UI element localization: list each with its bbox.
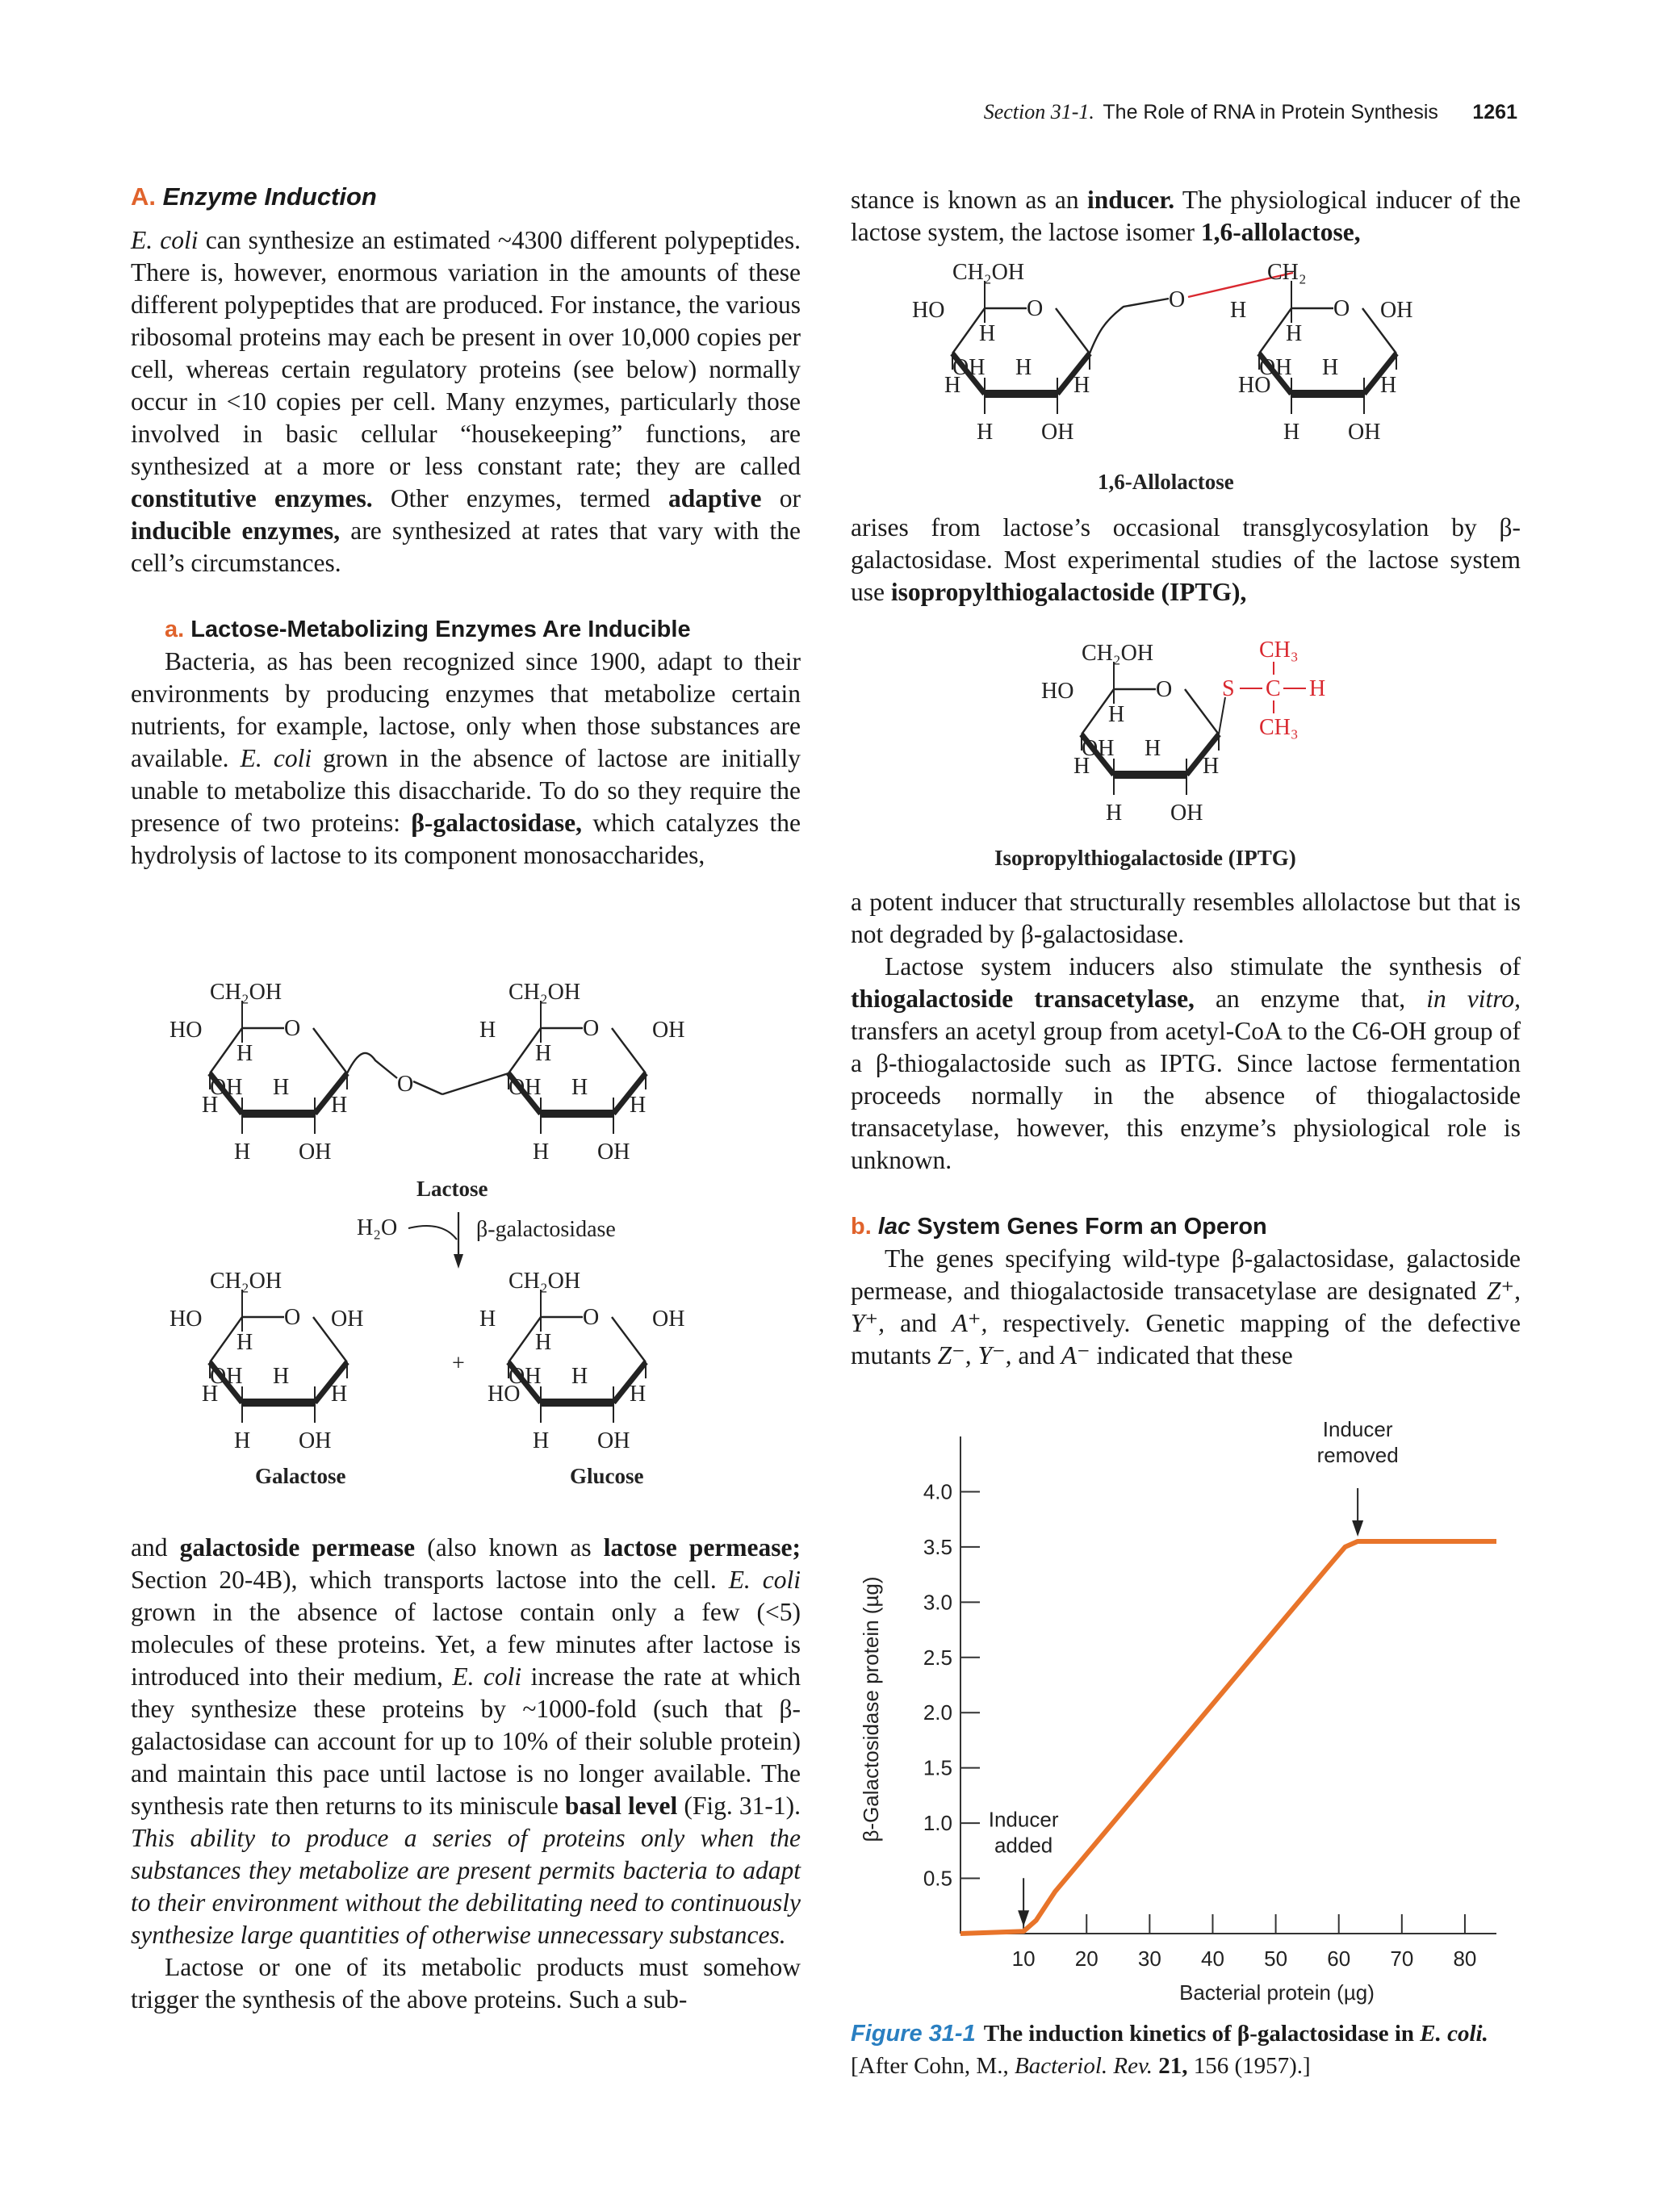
heading-a-letter: A. <box>131 182 156 211</box>
label-h: H <box>533 1428 550 1453</box>
text-span: (Fig. 31-1). <box>677 1792 801 1820</box>
annotation-line2: removed <box>1316 1443 1399 1468</box>
label-h: H <box>1286 321 1303 346</box>
paragraph-operon <box>851 1243 1521 1372</box>
term-allolactose: 1,6-allolactose, <box>1200 218 1361 246</box>
right-column-middle <box>851 886 1521 1372</box>
label-oh: OH <box>331 1307 364 1332</box>
label-ch2oh: CH₂OH <box>952 260 1025 285</box>
label-ch2oh: CH₂OH <box>508 980 581 1005</box>
iptg-name: Isopropylthiogalactoside (IPTG) <box>994 846 1296 870</box>
label-ch2oh: CH₂OH <box>1082 641 1154 666</box>
label-h: H <box>533 1139 550 1165</box>
annotation-arrow-head <box>1352 1520 1363 1537</box>
galactose-name: Galactose <box>255 1464 346 1488</box>
term-transacetylase: thiogalactoside transacetylase, <box>851 985 1195 1013</box>
label-h: H <box>1108 702 1125 727</box>
label-ho: HO <box>912 298 945 323</box>
label-h: H <box>1073 754 1090 779</box>
text-span: E. coli <box>452 1662 522 1691</box>
caption-citation: [After Cohn, M., <box>851 2053 1015 2079</box>
caption-bold: The induction kinetics of β-galactosidase in <box>983 2021 1421 2047</box>
lactose-name: Lactose <box>416 1177 488 1201</box>
term-lactose-permease: lactose permease; <box>603 1533 801 1562</box>
term-galactoside-permease: galactoside permease <box>179 1533 416 1562</box>
label-h: H <box>202 1382 219 1407</box>
label-ch2oh: CH₂OH <box>210 980 282 1005</box>
label-ho: HO <box>488 1382 521 1407</box>
label-h: H <box>273 1075 290 1100</box>
heading-a-title: Enzyme Induction <box>162 182 377 211</box>
label-h: H <box>479 1018 496 1043</box>
label-oh: OH <box>210 1075 243 1100</box>
text-span: Section 20-4B), which transports lactose into the cell. <box>131 1566 729 1594</box>
text-span: arises from lactose’s occasional transglycosylation by β-galactosidase. Most experimental studies of the lactose system use <box>851 513 1521 606</box>
left-column-lower <box>131 1532 801 2016</box>
label-oh: OH <box>597 1139 630 1165</box>
text-span: grown in the absence of lactose are initially unable to metabolize this disaccharide. To do so they require the presence of two proteins: <box>131 744 801 837</box>
label-h: H <box>571 1075 588 1100</box>
term-iptg: isopropylthiogalactoside (IPTG), <box>890 578 1247 606</box>
label-o: O <box>284 1016 301 1041</box>
iptg-carbon: C <box>1266 676 1281 701</box>
paragraph-trigger: Lactose or one of its metabolic products must somehow trigger the synthesis of the above proteins. Such a sub- <box>131 1953 801 2013</box>
label-o: O <box>1156 677 1173 702</box>
label-o: O <box>583 1016 600 1041</box>
allolactose-structure <box>912 257 1477 499</box>
text-span: This ability to produce a series of proteins only when the substances they metabolize are present permits bacteria to adapt to their environment without the debilitating need to continuously synthesize large quantities of otherwise unnecessary substances. <box>131 1824 801 1949</box>
figure-label: Figure 31-1 <box>851 2021 976 2047</box>
label-h: H <box>202 1093 219 1118</box>
label-ch2oh: CH₂OH <box>508 1269 581 1294</box>
text-span: and <box>885 1309 952 1337</box>
annotation-line1: Inducer <box>1322 1417 1393 1442</box>
right-column-iptg-intro <box>851 512 1521 608</box>
text-span: or <box>761 484 801 512</box>
induction-kinetics-chart <box>851 1417 1521 2005</box>
y-tick-label: 2.0 <box>923 1700 952 1725</box>
text-span: are synthesized at rates that vary with the cell’s circumstances. <box>131 516 801 577</box>
left-column-upper <box>131 181 801 872</box>
iptg-sulfur: S <box>1222 676 1235 701</box>
iptg-hydrogen: H <box>1309 676 1326 701</box>
label-oh: OH <box>597 1428 630 1453</box>
allolactose-gal-ring <box>912 260 1090 445</box>
text-span: and <box>131 1533 180 1562</box>
label-h: H <box>1203 754 1220 779</box>
caption-pages: 156 (1957).] <box>1187 2053 1311 2079</box>
iptg-methyl-bottom: CH₃ <box>1259 715 1299 740</box>
label-h: H <box>234 1139 251 1165</box>
text-span: Other enzymes, termed <box>372 484 668 512</box>
section-label: Section 31-1. <box>983 100 1094 123</box>
galactose-ring <box>169 1269 363 1453</box>
page-number: 1261 <box>1472 101 1517 123</box>
label-o: O <box>1027 296 1044 321</box>
label-oh: OH <box>1348 420 1381 445</box>
allolactose-glc-ring <box>1230 260 1412 445</box>
caption-volume: 21, <box>1152 2053 1188 2079</box>
label-oh: OH <box>210 1364 243 1389</box>
label-oh: OH <box>1041 420 1074 445</box>
text-span: can synthesize an estimated ~4300 different polypeptides. There is, however, enormous variation in the amounts of these different polypeptides that are produced. For instance, the various ribosomal proteins may each be present in over 10,000 copies per cell, whereas certain regulatory proteins (see below) normally occur in <10 copies per cell. Many enzymes, particularly those involved in basic cellular “housekeeping” functions, are synthesized at a more or less constant rate; they are called <box>131 226 801 480</box>
label-oh: OH <box>1259 355 1292 380</box>
paragraph-enzyme-induction <box>131 224 801 579</box>
label-h: H <box>479 1307 496 1332</box>
text-span: in vitro, <box>1426 985 1521 1013</box>
glucose-ring <box>479 1269 684 1453</box>
label-link-o: O <box>1169 287 1186 312</box>
text-span: A⁻ <box>1061 1341 1090 1369</box>
y-axis-label: β-Galactosidase protein (µg) <box>859 1576 883 1842</box>
term-beta-galactosidase: β-galactosidase, <box>411 809 583 837</box>
water-label: H₂O <box>357 1215 398 1240</box>
label-h: H <box>236 1041 253 1066</box>
text-span: which catalyzes the hydrolysis of lactose to its component monosaccharides, <box>131 809 801 869</box>
label-oh: OH <box>652 1018 685 1043</box>
right-column-top <box>851 184 1521 249</box>
label-oh: OH <box>1170 801 1203 826</box>
label-h: H <box>1230 298 1247 323</box>
label-h: H <box>331 1382 348 1407</box>
label-glycosidic-o: O <box>397 1072 414 1097</box>
text-span: grown in the absence of lactose contain only a few (<5) molecules of these proteins. Yet, a few minutes after lactose is introduced into their medium, <box>131 1598 801 1691</box>
label-h: H <box>535 1330 552 1355</box>
label-h: H <box>1322 355 1339 380</box>
text-span: The genes specifying wild-type β-galactosidase, galactoside permease, and thiogalactoside transacetylase are designated <box>851 1244 1521 1305</box>
heading-operon-lac: lac <box>877 1214 911 1240</box>
y-tick-label: 3.0 <box>923 1590 952 1615</box>
iptg-structure <box>994 621 1372 872</box>
paragraph-inducer <box>851 184 1521 249</box>
text-span: and <box>1011 1341 1061 1369</box>
x-axis-label: Bacterial protein (µg) <box>1179 1980 1375 2005</box>
paragraph-transacetylase <box>851 951 1521 1177</box>
text-span: Lactose system inducers also stimulate the synthesis of <box>885 952 1521 981</box>
text-span: Z⁺, Y⁺, <box>851 1277 1521 1337</box>
label-h: H <box>1015 355 1032 380</box>
allolactose-name: 1,6-Allolactose <box>1098 470 1234 494</box>
paragraph-potent-inducer: a potent inducer that structurally resembles allolactose but that is not degraded by β-galactosidase. <box>851 888 1521 948</box>
text-span: A⁺, <box>952 1309 988 1337</box>
text-span: indicated that these <box>1090 1341 1293 1369</box>
text-span: Z⁻, Y⁻, <box>937 1341 1012 1369</box>
term-inducer: inducer. <box>1086 186 1175 214</box>
iptg-methyl-top: CH₃ <box>1259 638 1299 663</box>
label-h: H <box>1380 373 1397 398</box>
x-tick-label: 40 <box>1201 1946 1224 1971</box>
paragraph-lactose-enzymes <box>131 646 801 872</box>
term-basal-level: basal level <box>564 1792 678 1820</box>
y-tick-label: 1.5 <box>923 1755 952 1780</box>
heading-operon-letter: b. <box>851 1214 872 1240</box>
y-tick-label: 3.5 <box>923 1534 952 1559</box>
text-span: The physiological inducer of the lactose system, the lactose isomer <box>851 186 1521 246</box>
label-h: H <box>630 1093 647 1118</box>
y-tick-label: 2.5 <box>923 1645 952 1670</box>
enzyme-label: β-galactosidase <box>476 1217 616 1242</box>
x-tick-label: 10 <box>1011 1946 1036 1971</box>
y-tick-label: 1.0 <box>923 1811 952 1836</box>
label-ch2oh: CH₂OH <box>210 1269 282 1294</box>
plus-sign: + <box>452 1351 465 1376</box>
label-h: H <box>535 1041 552 1066</box>
running-head <box>807 100 1517 124</box>
label-h: H <box>571 1364 588 1389</box>
glucose-name: Glucose <box>570 1464 644 1488</box>
heading-sub-letter: a. <box>165 617 185 642</box>
label-o: O <box>583 1305 600 1330</box>
section-title: The Role of RNA in Protein Synthesis <box>1103 101 1438 123</box>
iptg-ring <box>1041 641 1219 826</box>
text-span: increase the rate at which they synthesize these proteins by ~1000-fold (such that β-galactosidase can account for up to 10% of their soluble protein) and maintain this pace until lactose is no longer available. The synthesis rate then returns to its miniscule <box>131 1662 801 1820</box>
x-tick-label: 20 <box>1074 1946 1099 1971</box>
lactose-gal-ring <box>169 980 347 1165</box>
x-tick-label: 30 <box>1137 1946 1161 1971</box>
text-span: Bacteria, as has been recognized since 1900, adapt to their environments by producing enzymes that metabolize certain nutrients, for example, lactose, only when those substances are available. <box>131 647 801 772</box>
label-h: H <box>331 1093 348 1118</box>
figure-caption <box>851 2018 1521 2082</box>
label-h: H <box>236 1330 253 1355</box>
label-oh: OH <box>299 1139 332 1165</box>
label-h: H <box>944 373 961 398</box>
label-o: O <box>1333 296 1350 321</box>
term-inducible: inducible enzymes, <box>131 516 341 545</box>
label-o: O <box>284 1305 301 1330</box>
heading-a-sub <box>131 613 801 646</box>
term-constitutive: constitutive enzymes. <box>131 484 373 512</box>
caption-bold-italic: E. coli. <box>1420 2021 1488 2047</box>
x-tick-label: 60 <box>1327 1946 1351 1971</box>
label-h: H <box>1145 736 1161 761</box>
text-span: an enzyme that, <box>1194 985 1427 1013</box>
text-span: stance is known as an <box>851 186 1087 214</box>
annotation-arrow-head <box>1018 1910 1029 1926</box>
label-h: H <box>979 321 996 346</box>
text-span: transfers an acetyl group from acetyl-CoA to the C6-OH group of a β-thiogalactoside such as IPTG. Since lactose fermentation proceeds normally in the absence of thiogalactoside transacetylase, however, this enzyme’s physiological role is unknown. <box>851 1017 1521 1174</box>
annotation-line2: added <box>994 1833 1053 1858</box>
label-h: H <box>1073 373 1090 398</box>
label-ho: HO <box>169 1018 203 1043</box>
label-h: H <box>630 1382 647 1407</box>
text-span: E. coli <box>240 744 312 772</box>
term-adaptive: adaptive <box>667 484 762 512</box>
label-oh: OH <box>1082 736 1115 761</box>
paragraph-permease <box>131 1532 801 1951</box>
annotation-line1: Inducer <box>988 1807 1059 1832</box>
label-ho: HO <box>1238 373 1271 398</box>
label-oh: OH <box>952 355 986 380</box>
label-h: H <box>234 1428 251 1453</box>
label-h: H <box>1106 801 1123 826</box>
y-tick-label: 0.5 <box>923 1866 952 1891</box>
text-span: respectively. Genetic mapping of the defective mutants <box>851 1309 1521 1369</box>
label-ch2: CH₂ <box>1267 260 1307 285</box>
label-h: H <box>273 1364 290 1389</box>
text-span: E. coli <box>728 1566 801 1594</box>
x-tick-label: 80 <box>1453 1946 1477 1971</box>
heading-operon <box>851 1211 1521 1243</box>
label-ho: HO <box>1041 679 1074 704</box>
label-h: H <box>1283 420 1300 445</box>
lactose-glc-ring <box>442 980 684 1165</box>
heading-operon-title: System Genes Form an Operon <box>910 1214 1267 1240</box>
series-line <box>960 1541 1496 1934</box>
caption-journal: Bacteriol. Rev. <box>1014 2053 1153 2079</box>
heading-a <box>131 181 801 213</box>
label-oh: OH <box>508 1075 542 1100</box>
label-h: H <box>977 420 994 445</box>
label-ho: HO <box>169 1307 203 1332</box>
paragraph-transglycosylation <box>851 512 1521 608</box>
x-tick-label: 70 <box>1390 1946 1414 1971</box>
text-span: E. coli <box>131 226 199 254</box>
label-oh: OH <box>299 1428 332 1453</box>
label-oh: OH <box>508 1364 542 1389</box>
y-tick-label: 4.0 <box>923 1479 952 1504</box>
label-oh: OH <box>652 1307 685 1332</box>
text-span: (also known as <box>415 1533 604 1562</box>
label-oh: OH <box>1380 298 1413 323</box>
x-tick-label: 50 <box>1264 1946 1288 1971</box>
lactose-hydrolysis-scheme <box>169 976 751 1501</box>
heading-sub-title: Lactose-Metabolizing Enzymes Are Inducible <box>190 617 691 642</box>
